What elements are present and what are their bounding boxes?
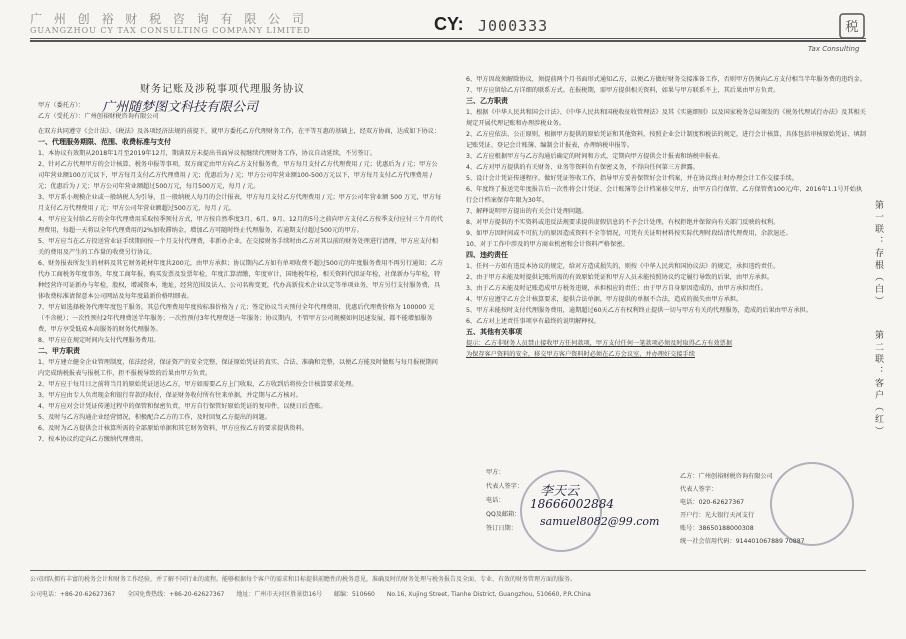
section1-item: 2、针对乙方代理甲方的会计核算、税务申报等事项，双方商定由甲方向乙方支付服务费，甲方每月支付乙方代理费用 / 元；优惠后为 / 元；甲方公司年营业额100万元以下，甲方每月支付乙方代理费用 / 元；优惠后为 / 元；甲方公司年营业额100-500万元以下，甲方每月支付乙方代理费用 / 元；优惠后为 / 元；甲方公司年营业额超过500万元，每月500万元，每月 / 元。: [38, 161, 438, 190]
cy-label: CY:: [434, 14, 464, 34]
section3-heading: 三、乙方职责: [466, 97, 508, 105]
section3-item: 5、设计会计凭证传递程序，做好凭证签收工作，指导甲方妥善保管好会计档案，并在协议终止时办理会计工作交接手续。: [466, 175, 798, 182]
party-b-name: 广州创裕财税咨询有限公司: [698, 473, 773, 480]
header-company-en: GUANGZHOU CY TAX CONSULTING COMPANY LIMITED: [30, 26, 311, 35]
party-a-rep-label: 代表人签字：: [486, 483, 524, 490]
party-b-bank-label: 开户行：: [680, 512, 705, 519]
section3-item: 3、乙方应根据甲方与乙方沟通后确定的时间和方式，定期向甲方提供会计报表和纳税申报表。: [466, 153, 724, 160]
footer-contact: 公司电话：+86-20-62627367 全国免费热线：+86-20-62627367 地址：广州市天河区胜景街16号 邮编：510660 No.16, Xujing Street, Tianhe District, Guangzhou, 510660, P.R.China: [30, 591, 591, 598]
section4-item: 5、甲方未能按时支付代理服务费用，逾期超过60天乙方有权利终止提供一切与甲方有关的代理服务，造成的后果由甲方承担。: [466, 307, 812, 314]
party-b-account-label: 账号：: [680, 525, 699, 532]
party-b-title: 乙方：: [680, 473, 699, 480]
footer-rule: [30, 570, 866, 571]
section-r-item: 7、甲方应留给乙方详细的联系方式。在报税期，需甲方提供相关资料，如果与甲方联系不上，其后果由甲方负责。: [466, 87, 780, 94]
side-label-stub: 第一联：存根（白）: [873, 200, 883, 308]
party-a-qq-value: samuel8082@99.com: [540, 515, 660, 528]
section5-heading: 五、其他有关事项: [466, 328, 522, 336]
section2-item: 4、甲方应对会计凭证传递过程中的保管和保密负责，甲方自行保管好原始凭证的复印件，以便日后查账。: [38, 403, 327, 410]
seal-logo-icon: [838, 12, 866, 40]
serial-number: J000333: [478, 17, 549, 35]
section4-item: 4、甲方应遵守乙方会计核算要求，提供合法单据，甲方提供的单据不合法，造成的损失由甲方承担。: [466, 296, 743, 303]
footer-description: 公司团队拥有丰富的税务会计和财务工作经验，并了解不同行业的流程。能够根据每个客户的需求和目标提供前瞻性的税务意见，准确及时的财务处理与税务报告及全面、专业、有效的财务管理方面的服务。: [30, 576, 577, 583]
section1-item: 8、甲方应在规定时间内支付代理服务费用。: [38, 337, 160, 344]
section4-item: 2、由于甲方未能及时提供记账所需的有效原始凭证和甲方人员未能按照协议约定履行导致的后果，由甲方承担。: [466, 274, 774, 281]
section4-item: 6、乙方对上述责任事项享有最终的说明解释权。: [466, 318, 600, 325]
section1-item: 5、甲方应当在乙方投送营业证手续期间按一个月支付代理费，非新办企业，在交接财务手续时由乙方对其以前的财务处理进行清理，甲方应支付相关的费用及产生的工作量的收费另行协议。: [38, 238, 438, 256]
party-a-phone-label: 电话：: [486, 497, 505, 504]
party-a-rep-signature: 李天云: [540, 484, 580, 499]
party-b-label: 乙方（受托方）：: [38, 113, 85, 120]
section2-item: 6、及时为乙方提供会计核算所需的全部原始单据和其它财务资料，甲方应按乙方的要求提供资料。: [38, 425, 308, 432]
section1-item: 3、甲方系小规模企业或一般纳税人为引导，且一般纳税人每月的会计报表，甲方每月支付乙方代理费用 / 元；甲方公司年营业额 500 万元，甲方每月支付乙方代理费用 / 元；甲方公司年营业额超过500万元，每月 / 元。: [38, 194, 442, 212]
party-a-label: 甲方（委托方）：: [38, 102, 85, 109]
party-b-credit-value: 914401067889 70887: [735, 538, 805, 545]
section3-item: 7、解释说明甲方提出的有关会计处理问题。: [466, 208, 588, 215]
section4-item: 3、由于乙方未能及时记账造成甲方税务违规，承担相应的责任；由于甲方自身原因造成的，由甲方承担责任。: [466, 285, 767, 292]
party-a-date-label: 签订日期：: [486, 525, 517, 532]
header-company-cn: 广 州 创 裕 财 税 咨 询 有 限 公 司: [30, 12, 308, 26]
document-title: 财务记账及涉税事项代理服务协议: [140, 84, 305, 95]
section4-item: 1、任何一方如有违反本协议的规定，给对方造成损失的，则按《中华人民共和国协议法》的规定，承担违约责任。: [466, 263, 780, 270]
party-b-bank-value: 光大银行天河支行: [704, 512, 755, 519]
party-b-phone-value: 020-62627367: [698, 499, 745, 506]
party-b-account-value: 38650188000308: [698, 525, 754, 532]
right-column: [466, 74, 866, 360]
section1-item: 1、本协议有效期从2018年1月至2019年12月，期满双方未提出书面异议视继续代理财务工作，协议自动延续，不另签订。: [38, 150, 377, 157]
party-a-qq-label: QQ及邮箱：: [486, 511, 521, 518]
intro-paragraph: 在双方共同遵守《会计法》、《税法》及各项经济法规的前提下，就甲方委托乙方代理财务工作，在平等互惠的基础上，经双方协商，达成如下协议：: [38, 128, 441, 135]
party-b-phone-label: 电话：: [680, 499, 699, 506]
section1-item: 4、甲方应支付给乙方的全年代理费用采取按季预付方式，甲方按自然季度3月、6月、9月、12月的5号之前向甲方支付乙方按季支付应付三个月的代理费用，每超一天将以全年代理费用的2%加收滞纳金，增加乙方可随时终止代理服务，若逾期支付超过500元的甲方。: [38, 216, 443, 234]
side-label-customer: 第二联：客户（红）: [873, 330, 883, 438]
section2-item: 3、甲方应由专人负责现金和银行存款的收付，保证财务收付所有往来单据，并定期与乙方核对。: [38, 392, 302, 399]
section4-heading: 四、违约责任: [466, 251, 508, 259]
section2-item: 5、及时与乙方沟通企业经营情况，积极配合乙方的工作，及时回复乙方提出的问题。: [38, 414, 271, 421]
party-a-title: 甲方：: [486, 469, 505, 476]
section1-item: 7、甲方如选择税务代理年度包干服务，其总代理费用年度按标准价格为 / 元；签定协议当天预付全年代理费用，优惠后代理费价格为 100000 元（不含税）；一次性预付2年代理费送半年服务；一次性预付3年代理费送一年服务；协议期内，不管甲方公司规模如何迅速发展，都不能增加服务费，甲方享受低成本高服务的财务代理服务。: [38, 304, 435, 333]
party-b-value: 广州创裕财税咨询有限公司: [84, 113, 159, 120]
left-column: [38, 100, 443, 445]
notice-item: 为保存客户资料的安全，移交甲方客户资料时必须在乙方会议室，并办理好交接手续: [466, 351, 695, 358]
logo-caption: Tax Consulting: [808, 45, 860, 53]
section3-item: 1、根据《中华人民共和国会计法》、《中华人民共和国税收征收管理法》及其《实施细则》以及国家税务总局颁发的《税务代理试行办法》及其相关规定开展代理记账和办理涉税业务。: [466, 109, 866, 127]
header-rule: [30, 38, 866, 39]
section3-item: 4、乙方对甲方提供的有关财务、业务等资料负有保密义务，不得向任何第三方泄露。: [466, 164, 699, 171]
section2-heading: 二、甲方职责: [38, 347, 80, 355]
section3-item: 10、对于工作中涉及的甲方商业机密和会计资料严格保密。: [466, 241, 629, 248]
section3-item: 6、年度终了报送完年度报告后一次性将会计凭证、会计账簿等会计档案移交甲方，由甲方自行保管，乙方保管费100元/年，2016年1.1号开始执行会计档案保存年限为30年。: [466, 186, 863, 204]
section3-item: 9、如甲方因时间或不可抗力的原因造成资料不全等情况，可凭有关证明材料按实际代理时段结清代理费用，余款退还。: [466, 230, 792, 237]
party-b-rep-label: 代表人签字：: [680, 486, 718, 493]
section3-item: 2、乙方应依法、公正原则，根据甲方提供的原始凭证和其他资料，按照企业会计制度和税法的规定，进行会计核算，具体包括审核原始凭证、填制记账凭证、登记会计账簿、编制会计报表，办理纳税申报等。: [466, 131, 866, 149]
party-b-company-stamp: [770, 462, 854, 546]
section3-item: 8、对甲方提供的不实资料或违反法规要求提供虚假信息的不予会计处理，有权拒绝并保留向有关部门反映的权利。: [466, 219, 780, 226]
section1-item: 6、财务报表所发生的材料及其它财务耗材年度共200元，由甲方承担；协议期内乙方如有单项收费不超过500元的年度服务费用不再另行通知；乙方代办工商税务年度事务，年度工商年报，购买发票及发票年检，年度汇算清缴，年度审计，国地税年检，相关资料代拟证年检，社保新办与年检，特种经营许可证新办与年检，股权，增减资本，地址，经营范围及法人、公司名称变更，代办高新技术企业认定等单项业务，甲方另行支付服务费，具体收费标准请留意本公司网站及每年度最新价格明细表。: [38, 260, 443, 300]
svg-text:税: 税: [845, 20, 859, 35]
header-rule-thick: [30, 40, 866, 42]
section2-item: 2、甲方应于每月日之前将当月的原始凭证送达乙方，甲方如需要乙方上门收取，乙方收到后将按会计核算要求处理。: [38, 381, 358, 388]
section2-item: 7、按本协议约定向乙方缴纳代理费用。: [38, 436, 148, 443]
notice-item: 提示：乙方非财务人员禁止接收甲方任何款项，甲方支付任何一笔款项必须及时取得乙方有效票据: [466, 340, 733, 347]
section-r-item: 6、甲方因故须解除协议，须提前两个月书面形式通知乙方，以便乙方做好财务交接准备工作，否则甲方仍须向乙方支付相当半年服务费的违约金。: [466, 76, 866, 83]
section2-item: 1、甲方建立健全企业管理制度，依法经营，保证资产的安全完整，保证原始凭证的真实、合法、准确和完整，以便乙方能及时做账与每月报税期间内完成纳税报表与报税工作，拒不报税导致的后果由甲方负责。: [38, 359, 438, 377]
party-a-phone-value: 18666002884: [530, 497, 614, 511]
party-a-handwritten-name: 广州随梦图文科技有限公司: [102, 100, 259, 115]
section1-heading: 一、代理服务期限、范围、收费标准与支付: [38, 138, 171, 146]
party-b-credit-label: 统一社会信用代码：: [680, 538, 736, 545]
